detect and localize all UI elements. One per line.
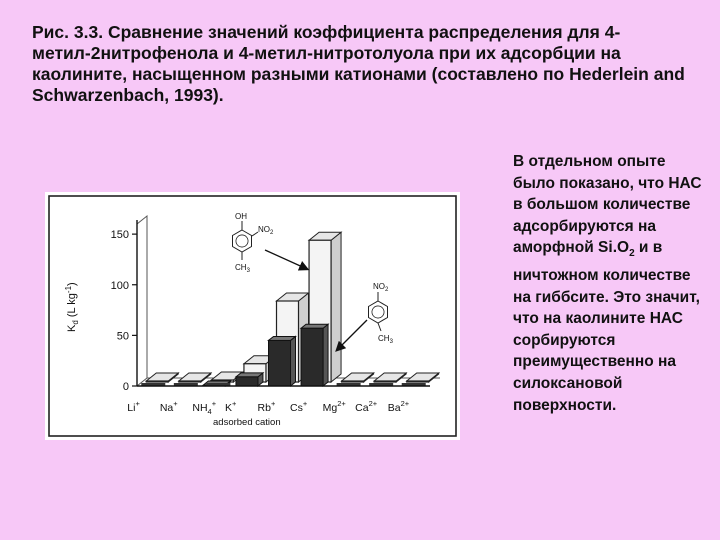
y-tick-label: 150 <box>110 229 129 242</box>
x-tick-label: $Ba^{2+}$ <box>387 399 410 414</box>
side-note-part1: В отдельном опыте было показано, что НАС в большом количестве адсорбируются на аморфной Si.O <box>513 153 702 257</box>
x-axis-label: adsorbed cation <box>213 417 281 428</box>
bar-series2 <box>236 377 258 386</box>
y-tick-label: 100 <box>110 279 129 292</box>
y-tick-label: 0 <box>122 381 129 393</box>
bar-series1 <box>407 381 429 382</box>
figure-caption: Рис. 3.3. Сравнение значений коэффициента распределения для 4-метил-2нитрофенола и 4-метил-нитротолуола при их адсорбции на каолините, насыщенном разными катионами (составлено по Hederlein and Schwarzenbach, 1993). <box>32 22 685 105</box>
bar-series2-side <box>291 336 296 386</box>
bar-series2-top <box>236 373 263 377</box>
x-tick-label: $NH_4^+$ <box>192 399 217 416</box>
x-tick-label: Na+ <box>159 399 178 414</box>
x-tick-label: $Ca^{2+}$ <box>355 399 378 414</box>
bar-series2-side <box>323 324 328 386</box>
bar-series1 <box>146 381 168 382</box>
bar-series2 <box>301 328 323 386</box>
x-tick-label: $Mg^{2+}$ <box>322 399 346 414</box>
label-no2-b: $NO_2$ <box>373 282 389 293</box>
bar-chart <box>45 192 460 440</box>
chart-figure <box>45 192 460 440</box>
side-note-part2: и в ничтожном количестве на гиббсите. Это значит, что на каолините НАС сорбируются преимущественно на силоксановой поверхности. <box>513 239 700 414</box>
label-ch3-a: $CH_3$ <box>235 263 250 274</box>
bar-series1-side <box>331 232 341 382</box>
bar-series1 <box>179 381 201 382</box>
y-axis-label: $K_d$ (L $kg^{-1}$) <box>64 282 80 332</box>
x-tick-label: K+ <box>224 399 237 414</box>
bar-series1 <box>342 381 364 382</box>
y-tick-label: 50 <box>116 330 129 343</box>
bar-series2-top <box>269 336 296 340</box>
label-no2-a: $NO_2$ <box>258 225 274 236</box>
bar-series2 <box>269 340 291 386</box>
bar-series1 <box>374 381 396 382</box>
x-tick-label: Rb+ <box>257 399 276 414</box>
label-oh: OH <box>235 212 247 221</box>
x-tick-label: Li+ <box>127 399 140 414</box>
side-note-subscript: 2 <box>629 248 635 260</box>
label-ch3-b: $CH_3$ <box>378 334 393 345</box>
bar-series2-top <box>301 324 328 328</box>
side-note <box>513 151 703 416</box>
x-tick-label: Cs+ <box>290 399 308 414</box>
